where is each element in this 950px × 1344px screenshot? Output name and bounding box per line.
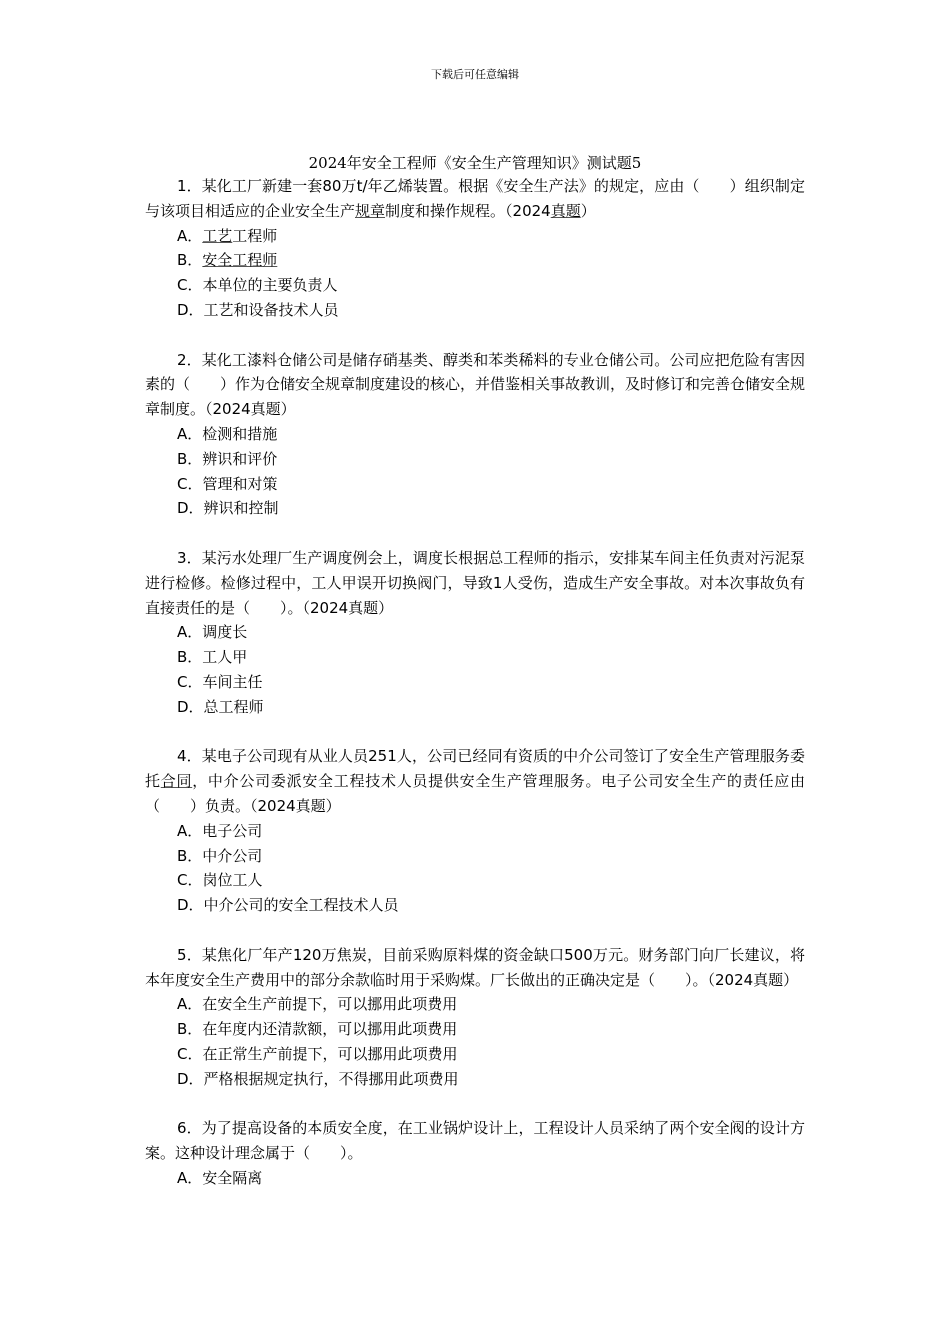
option-d: D．严格根据规定执行，不得挪用此项费用 xyxy=(177,1069,459,1088)
option-a: A．电子公司 xyxy=(177,821,263,840)
option-c: C．本单位的主要负责人 xyxy=(177,276,338,295)
option-text: A． xyxy=(177,226,203,245)
stem-text: 制度和操作规程。（2024 xyxy=(385,201,551,220)
option-c: C．车间主任 xyxy=(177,672,263,691)
option-text: B． xyxy=(177,251,203,270)
stem-text: ，中介公司委派安全工程技术人员提供安全生产管理服务。电子公司安全生产的责任应由（ ）负责。（2024真题） xyxy=(145,772,805,815)
underlined-text: 真题 xyxy=(550,201,581,220)
option-b: B．在年度内还清款额，可以挪用此项费用 xyxy=(177,1020,458,1039)
stem-text: ） xyxy=(580,201,596,220)
option-c: C．岗位工人 xyxy=(177,871,263,890)
option-a: A．安全隔离 xyxy=(177,1168,263,1187)
underlined-text: 合同 xyxy=(160,772,193,791)
underlined-text: 安全工程师 xyxy=(202,251,278,270)
stem-text: 1．某化工厂新建一套80万t/年乙烯装置。根据《安全生产法》的规定，应由（ ）组织制定与该项目相适应的企业安全生产 xyxy=(145,177,805,220)
question-4 xyxy=(145,744,805,918)
question-1 xyxy=(145,174,805,323)
option-b xyxy=(145,248,805,273)
option-d: D．总工程师 xyxy=(177,697,264,716)
option-text: 工程师 xyxy=(232,226,278,245)
option-d: D．辨识和控制 xyxy=(177,499,279,518)
question-stem: 5．某焦化厂年产120万焦炭，目前采购原料煤的资金缺口500万元。财务部门向厂长建议，将本年度安全生产费用中的部分余款临时用于采购煤。厂长做出的正确决定是（ ）。（2024真题） xyxy=(145,945,805,989)
option-b: B．中介公司 xyxy=(177,846,263,865)
stem-text: 4．某电子公司现有从业人员251人，公司已经同有资质的中介公司签订了安全生产管理服务委托 xyxy=(145,747,805,791)
option-b: B．工人甲 xyxy=(177,648,248,667)
question-stem xyxy=(145,744,805,818)
option-a xyxy=(145,224,805,249)
question-5 xyxy=(145,943,805,1092)
option-a: A．在安全生产前提下，可以挪用此项费用 xyxy=(177,995,458,1014)
underlined-text: 规章 xyxy=(355,201,386,220)
question-6 xyxy=(145,1116,805,1190)
question-2 xyxy=(145,348,805,522)
underlined-text: 工艺 xyxy=(202,226,233,245)
option-a: A．检测和措施 xyxy=(177,424,278,443)
option-d: D．工艺和设备技术人员 xyxy=(177,300,339,319)
option-a: A．调度长 xyxy=(177,623,248,642)
document-title: 2024年安全工程师《安全生产管理知识》测试题5 xyxy=(308,154,642,172)
question-stem xyxy=(145,174,805,224)
option-b: B．辨识和评价 xyxy=(177,449,278,468)
option-d: D．中介公司的安全工程技术人员 xyxy=(177,896,399,915)
question-list xyxy=(145,174,805,1215)
question-3 xyxy=(145,546,805,720)
question-stem: 6．为了提高设备的本质安全度，在工业锅炉设计上，工程设计人员采纳了两个安全阀的设计方案。这种设计理念属于（ ）。 xyxy=(145,1119,805,1163)
question-stem: 3．某污水处理厂生产调度例会上，调度长根据总工程师的指示，安排某车间主任负责对污泥泵进行检修。检修过程中，工人甲误开切换阀门，导致1人受伤，造成生产安全事故。对本次事故负有直接责任的是（ ）。（2024真题） xyxy=(145,548,805,617)
page-header: 下载后可任意编辑 xyxy=(431,68,519,81)
question-stem: 2．某化工漆料仓储公司是储存硝基类、醇类和苯类稀料的专业仓储公司。公司应把危险有害因素的（ ）作为仓储安全规章制度建设的核心，并借鉴相关事故教训，及时修订和完善仓储安全规章制度。（2024真题） xyxy=(145,350,806,419)
option-c: C．在正常生产前提下，可以挪用此项费用 xyxy=(177,1044,458,1063)
option-c: C．管理和对策 xyxy=(177,474,278,493)
